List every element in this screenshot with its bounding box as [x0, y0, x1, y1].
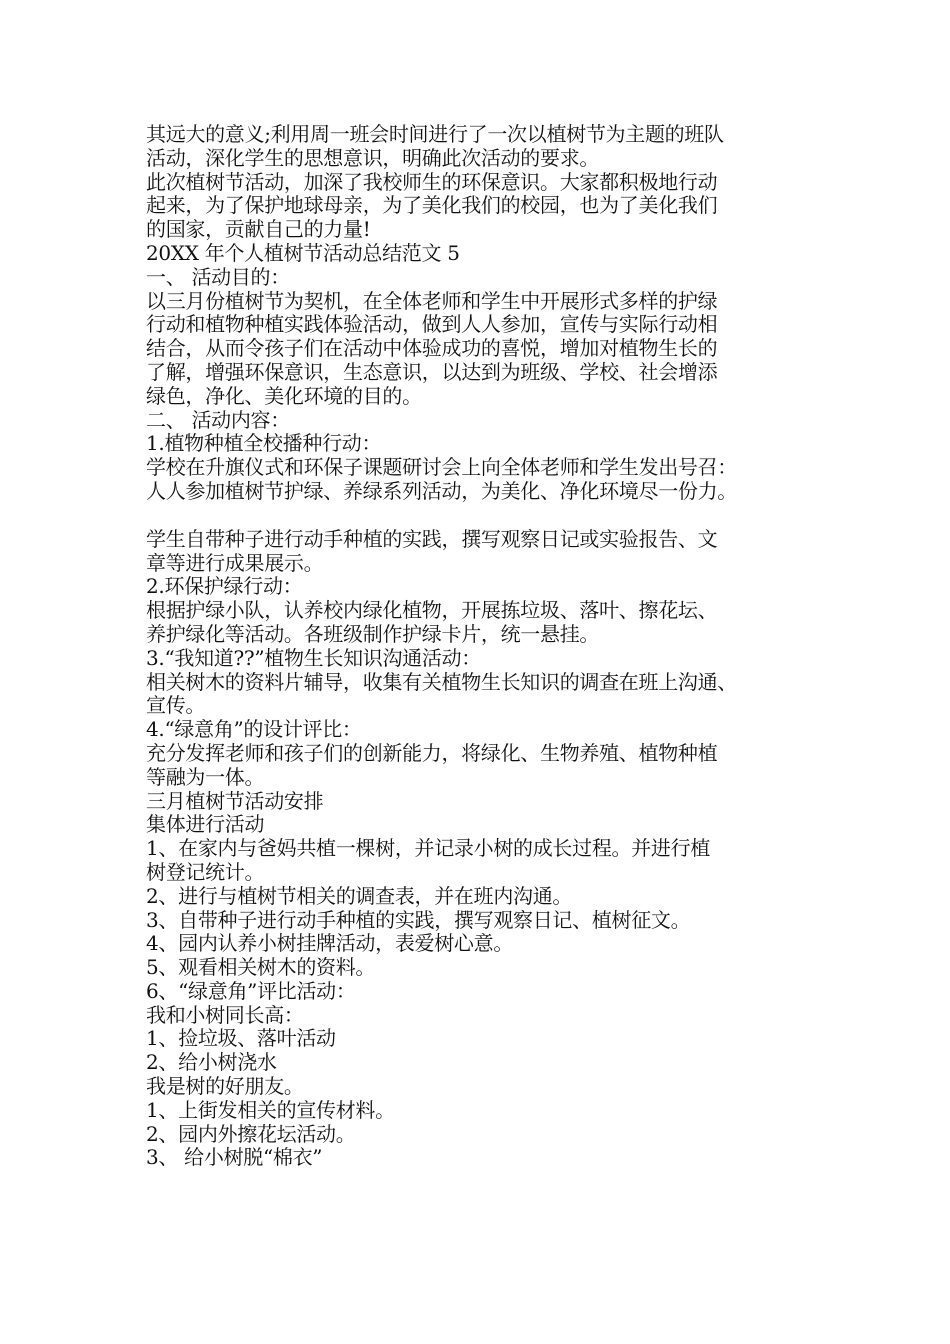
paragraph: 学生自带种子进行动手种植的实践，撰写观察日记或实验报告、文 章等进行成果展示。 — [146, 526, 718, 575]
list-item: 3、 给小树脱“棉衣” — [146, 1145, 323, 1170]
list-item: 1、捡垃圾、落叶活动 — [146, 1026, 336, 1051]
subheading: 我是树的好朋友。 — [146, 1074, 304, 1099]
subheading: 1.植物种植全校播种行动： — [146, 431, 382, 456]
list-item: 2、给小树浇水 — [146, 1050, 277, 1075]
subheading: 3.“我知道??”植物生长知识沟通活动： — [146, 645, 481, 670]
paragraph: 以三月份植树节为契机，在全体老师和学生中开展形式多样的护绿 行动和植物种植实践体验活动，做到人人参加，宣传与实际行动相 结合，从而令孩子们在活动中体验成功的喜悦，增加对植物生长的 了解，增强环保意识，生态意识，以达到为班级、学校、社会增添 绿色，净化、美化环境的目的。 — [146, 288, 718, 408]
list-item: 1、上街发相关的宣传材料。 — [146, 1097, 395, 1122]
blank-line — [146, 504, 818, 528]
section-heading: 二、 活动内容： — [146, 407, 290, 432]
section-heading: 一、 活动目的： — [146, 264, 290, 289]
list-item: 5、观看相关树木的资料。 — [146, 955, 376, 980]
paragraph: 学校在升旗仪式和环保子课题研讨会上向全体老师和学生发出号召： 人人参加植树节护绿、养绿系列活动，为美化、净化环境尽一份力。 — [146, 455, 737, 503]
paragraph: 此次植树节活动，加深了我校师生的环保意识。大家都积极地行动 起来，为了保护地球母亲，为了美化我们的校园，也为了美化我们 的国家，贡献自己的力量! — [146, 169, 718, 242]
list-item: 2、进行与植树节相关的调查表，并在班内沟通。 — [146, 883, 573, 908]
paragraph: 充分发挥老师和孩子们的创新能力，将绿化、生物养殖、植物种植 等融为一体。 — [146, 740, 718, 789]
subheading: 2.环保护绿行动： — [146, 574, 303, 599]
subheading: 集体进行活动 — [146, 812, 265, 837]
document-body — [146, 123, 818, 1170]
section-heading: 20XX 年个人植树节活动总结范文 5 — [146, 240, 460, 265]
list-item: 2、园内外擦花坛活动。 — [146, 1121, 356, 1146]
list-item: 6、“绿意角”评比活动： — [146, 978, 356, 1003]
subheading: 4.“绿意角”的设计评比： — [146, 717, 362, 742]
paragraph: 相关树木的资料片辅导，收集有关植物生长知识的调查在班上沟通、 宣传。 — [146, 669, 737, 718]
list-item: 3、自带种子进行动手种植的实践，撰写观察日记、植树征文。 — [146, 907, 691, 932]
list-item: 1、在家内与爸妈共植一棵树，并记录小树的成长过程。并进行植 树登记统计。 — [146, 836, 711, 884]
paragraph: 其远大的意义;利用周一班会时间进行了一次以植树节为主题的班队 活动，深化学生的思想意识，明确此次活动的要求。 — [146, 122, 724, 170]
section-heading: 三月植树节活动安排 — [146, 788, 324, 813]
paragraph: 根据护绿小队，认养校内绿化植物，开展拣垃圾、落叶、擦花坛、 养护绿化等活动。各班级制作护绿卡片，统一悬挂。 — [146, 598, 718, 646]
list-item: 4、园内认养小树挂牌活动，表爱树心意。 — [146, 931, 514, 956]
subheading: 我和小树同长高： — [146, 1002, 304, 1027]
